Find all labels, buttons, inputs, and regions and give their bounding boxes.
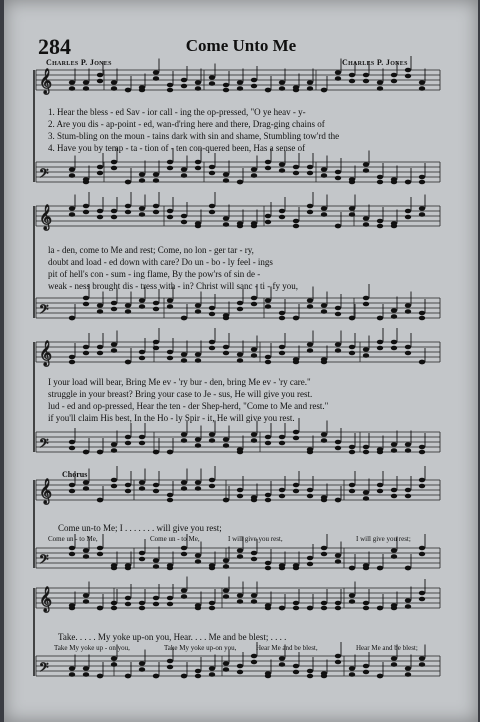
chorus-line-1-alto-3: I will give you rest, <box>228 535 283 543</box>
chorus-line-2-alto-3: Hear Me and be blest, <box>256 644 318 652</box>
verse-4-line-1: 4. Have you by temp - ta - tion of - ten con-quered been, Has a sense of <box>48 143 306 153</box>
verse-2-line-1: 2. Are you dis - ap-point - ed, wan-d'ring here and there, Drag-ging chains of <box>48 119 325 129</box>
verse-3-line-1: 3. Stum-bling on the moun - tains dark with sin and shame, Stumbling tow'rd the <box>48 131 340 141</box>
chorus-line-2-alto-4: Hear Me and be blest; <box>356 644 418 652</box>
verse-2-line-3: struggle in your breast? Bring your case to Je - sus, He will give you rest. <box>48 389 313 399</box>
verse-3-line-2: pit of hell's con - sum - ing flame, By the pow'rs of sin de - <box>48 269 261 279</box>
chorus-line-1-alto-4: I will give you rest; <box>356 535 411 543</box>
verse-1-line-2: la - den, come to Me and rest; Come, no lon - ger tar - ry, <box>48 245 254 255</box>
hymnal-page <box>4 0 478 722</box>
chorus-line-2-alto-2: Take My yoke up-on you, <box>164 644 237 652</box>
svg-text:𝄞: 𝄞 <box>39 479 53 504</box>
chorus-line-2-alto-1: Take My yoke up - on you, <box>54 644 130 652</box>
words-credit: Charles P. Jones <box>46 58 112 67</box>
svg-text:𝄞: 𝄞 <box>39 587 53 612</box>
chorus-line-1-alto-2: Come un - to Me, <box>150 535 200 543</box>
chorus-line-2-melody: Take. . . . . My yoke up-on you, Hear. . . . Me and be blest; . . . . <box>58 632 287 642</box>
music-credit: Charles P. Jones <box>342 58 408 67</box>
svg-text:𝄢: 𝄢 <box>39 302 49 320</box>
verse-2-line-2: doubt and load - ed down with care? Do un - bo - ly feel - ings <box>48 257 273 267</box>
verse-1-line-1: 1. Hear the bless - ed Sav - ior call - ing the op-pressed, "O ye heav - y- <box>48 107 306 117</box>
hymn-title: Come Unto Me <box>185 36 297 55</box>
svg-text:𝄢: 𝄢 <box>39 660 49 678</box>
svg-text:𝄞: 𝄞 <box>39 69 53 94</box>
verse-3-line-3: lud - ed and op-pressed, Hear the ten - der Shep-herd, "Come to Me and rest." <box>48 401 329 411</box>
svg-text:𝄞: 𝄞 <box>39 205 53 230</box>
verse-1-line-3: I your load will bear, Bring Me ev - 'ry bur - den, bring Me ev - 'ry care." <box>48 377 311 387</box>
svg-text:𝄢: 𝄢 <box>39 166 49 184</box>
verse-4-line-2: weak - ness brought dis - tress with - in? Christ will sanc - ti - fy you, <box>48 281 298 291</box>
svg-text:𝄢: 𝄢 <box>39 552 49 570</box>
svg-text:𝄞: 𝄞 <box>39 341 53 366</box>
chorus-line-1-alto-1: Come un - to Me, <box>48 535 98 543</box>
svg-text:𝄢: 𝄢 <box>39 436 49 454</box>
verse-4-line-3: if you'll claim His best, In the Ho - ly Spir - it, He will give you rest. <box>48 413 295 423</box>
chorus-label: Chorus <box>62 470 88 479</box>
hymn-number: 284 <box>38 34 71 59</box>
staff-lines <box>34 68 440 678</box>
chorus-line-1-melody: Come un-to Me; I . . . . . . . will give you rest; <box>58 523 222 533</box>
